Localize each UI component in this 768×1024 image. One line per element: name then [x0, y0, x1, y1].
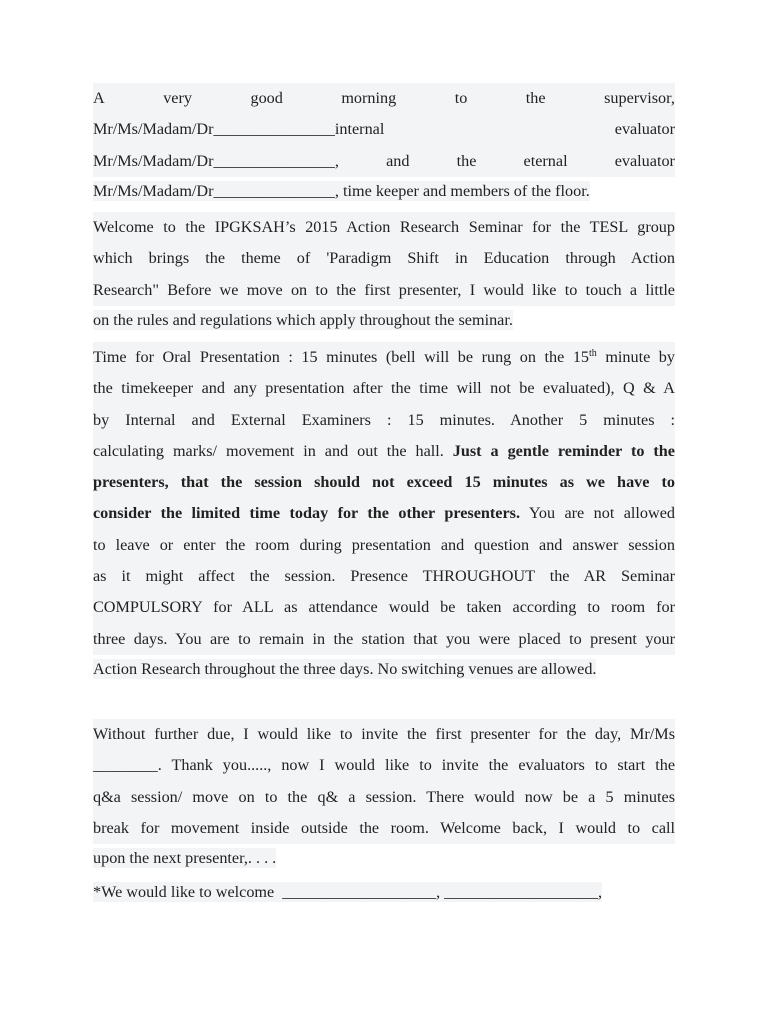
greeting-word: very [163, 89, 192, 107]
greeting-word: and [386, 151, 410, 170]
rules-paragraph [93, 342, 675, 684]
greeting-word: eternal [523, 151, 568, 170]
closing-text: *We would like to welcome ___________________, ___________________, [93, 883, 603, 901]
rules-text: calculating marks/ movement in and out the hall. [93, 441, 444, 460]
greeting-word: Mr/Ms/Madam/Dr_______________, [93, 151, 339, 170]
rules-line-4 [93, 436, 675, 467]
welcome-line-last [93, 306, 675, 335]
rules-text: Time for Oral Presentation : 15 minutes (bell will be rung on the 15 [93, 348, 590, 366]
greeting-word: A [93, 89, 105, 107]
reminder-bold-text: consider the limited time today for the other presenters. [93, 504, 520, 523]
greeting-word: the [525, 89, 546, 107]
rules-line-3: by Internal and External Examiners : 15 minutes. Another 5 minutes : [93, 405, 675, 436]
invite-line: q&a session/ move on to the q& a session. There would now be a 5 minutes [93, 782, 675, 813]
greeting-word: evaluator [614, 151, 675, 170]
reminder-bold-text: presenters, that the session should not exceed 15 minutes as we have to [93, 473, 675, 492]
rules-line-1 [93, 342, 675, 373]
rules-line-6 [93, 498, 675, 529]
rules-line-8: as it might affect the session. Presence THROUGHOUT the AR Seminar [93, 561, 675, 592]
rules-text: You are not allowed [528, 504, 675, 523]
greeting-line-1 [93, 83, 675, 114]
greeting-word: to [454, 89, 468, 107]
greeting-word: good [250, 89, 283, 107]
invite-line: Without further due, I would like to invite the first presenter for the day, Mr/Ms [93, 719, 675, 750]
greeting-line-4 [93, 177, 675, 206]
greeting-paragraph [93, 83, 675, 206]
welcome-line: Welcome to the IPGKSAH’s 2015 Action Research Seminar for the TESL group [93, 212, 675, 243]
closing-line [93, 878, 675, 907]
rules-text: minute by [596, 348, 675, 366]
welcome-paragraph [93, 212, 675, 335]
greeting-word: supervisor, [604, 89, 675, 107]
greeting-word: morning [341, 89, 397, 107]
welcome-line: which brings the theme of 'Paradigm Shift in Education through Action [93, 243, 675, 274]
rules-line-9: COMPULSORY for ALL as attendance would be taken according to room for [93, 592, 675, 623]
rules-text: Action Research throughout the three days. No switching venues are allowed. [93, 659, 597, 678]
invite-line-last [93, 844, 675, 873]
greeting-word: the [456, 151, 477, 170]
reminder-bold-text: Just a gentle reminder to the [452, 441, 675, 460]
greeting-line-2 [93, 114, 675, 145]
invite-line-text: upon the next presenter,. . . . [93, 849, 277, 868]
greeting-text: Mr/Ms/Madam/Dr_______________internal [93, 120, 385, 139]
welcome-line-text: on the rules and regulations which apply throughout the seminar. [93, 310, 513, 329]
invite-paragraph [93, 719, 675, 873]
rules-line-2: the timekeeper and any presentation after the time will not be evaluated), Q & A [93, 373, 675, 404]
greeting-line-3 [93, 146, 675, 177]
ordinal-superscript: th [589, 348, 597, 359]
greeting-text: Mr/Ms/Madam/Dr_______________, time keeper and members of the floor. [93, 181, 590, 200]
rules-line-5 [93, 467, 675, 498]
rules-line-10: three days. You are to remain in the station that you were placed to present your [93, 624, 675, 655]
invite-line: break for movement inside outside the room. Welcome back, I would to call [93, 813, 675, 844]
closing-paragraph [93, 878, 675, 907]
rules-line-11 [93, 655, 675, 684]
invite-line: ________. Thank you....., now I would like to invite the evaluators to start the [93, 750, 675, 781]
welcome-line: Research" Before we move on to the first presenter, I would like to touch a little [93, 275, 675, 306]
greeting-text: evaluator [614, 120, 675, 139]
rules-line-7: to leave or enter the room during presentation and question and answer session [93, 530, 675, 561]
